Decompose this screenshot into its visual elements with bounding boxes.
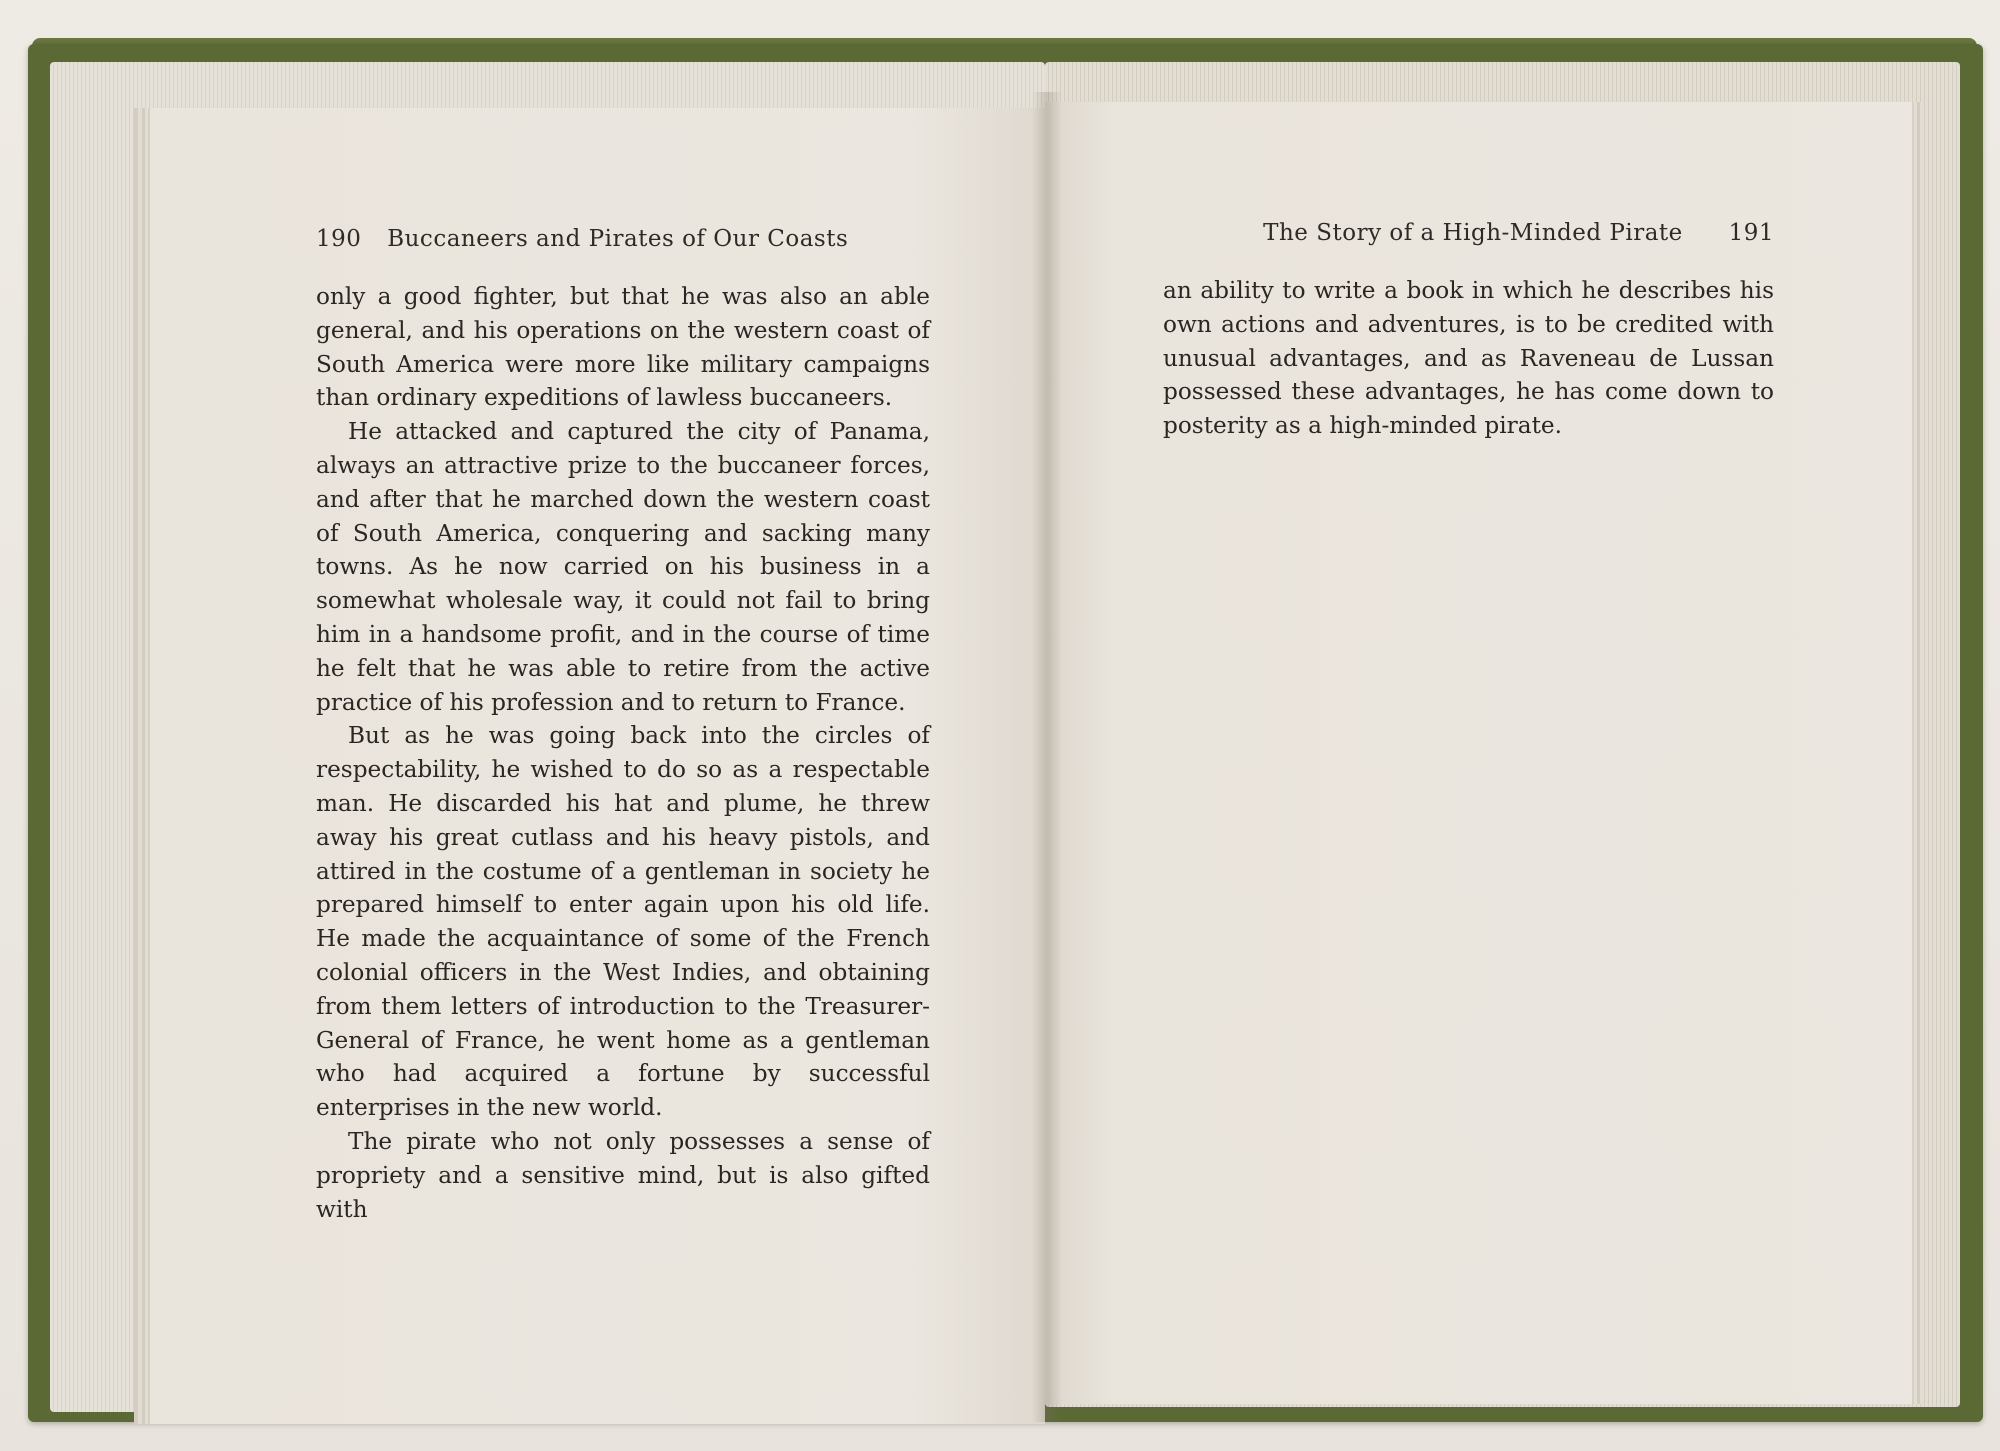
left-running-title: Buccaneers and Pirates of Our Coasts [387, 226, 849, 252]
left-paragraph-4: The pirate who not only possesses a sense of propriety and a sensitive mind, but is also gifted with [316, 1127, 930, 1223]
right-paragraph-1: an ability to write a book in which he describes his own actions and adventures, is to be credited with unusual advantages, and as Raveneau de Lussan possessed these advantages, he has come down to posterity as a high-minded pirate. [1163, 277, 1774, 440]
right-page-number: 191 [1728, 220, 1774, 246]
left-running-head [316, 226, 930, 252]
right-page-text [1163, 274, 1774, 443]
left-paragraph-2: He attacked and captured the city of Panama, always an attractive prize to the buccaneer forces, and after that he marched down the western coast of South America, conquering and sacking many towns. As he now carried on his business in a somewhat wholesale way, it could not fail to bring him in a handsome profit, and in the course of time he felt that he was able to retire from the active practice of his profession and to return to France. [316, 418, 930, 716]
right-running-head [1234, 220, 1774, 246]
left-paragraph-3: But as he was going back into the circles of respectability, he wished to do so as a respectable man. He discarded his hat and plume, he threw away his great cutlass and his heavy pistols, and attired in the costume of a gentleman in society he prepared himself to enter again upon his old life. He made the acquaintance of some of the French colonial officers in the West Indies, and obtaining from them letters of introduction to the Treasurer-General of France, he went home as a gentleman who had acquired a fortune by successful enterprises in the new world. [316, 722, 930, 1122]
book-gutter [1032, 92, 1062, 1422]
left-page-number: 190 [316, 226, 362, 252]
right-running-title: The Story of a High-Minded Pirate [1263, 220, 1683, 246]
left-paragraph-1: only a good fighter, but that he was also an able general, and his operations on the western coast of South America were more like military campaigns than ordinary expeditions of lawless buccaneers. [316, 283, 930, 412]
left-page-text [316, 280, 930, 1226]
